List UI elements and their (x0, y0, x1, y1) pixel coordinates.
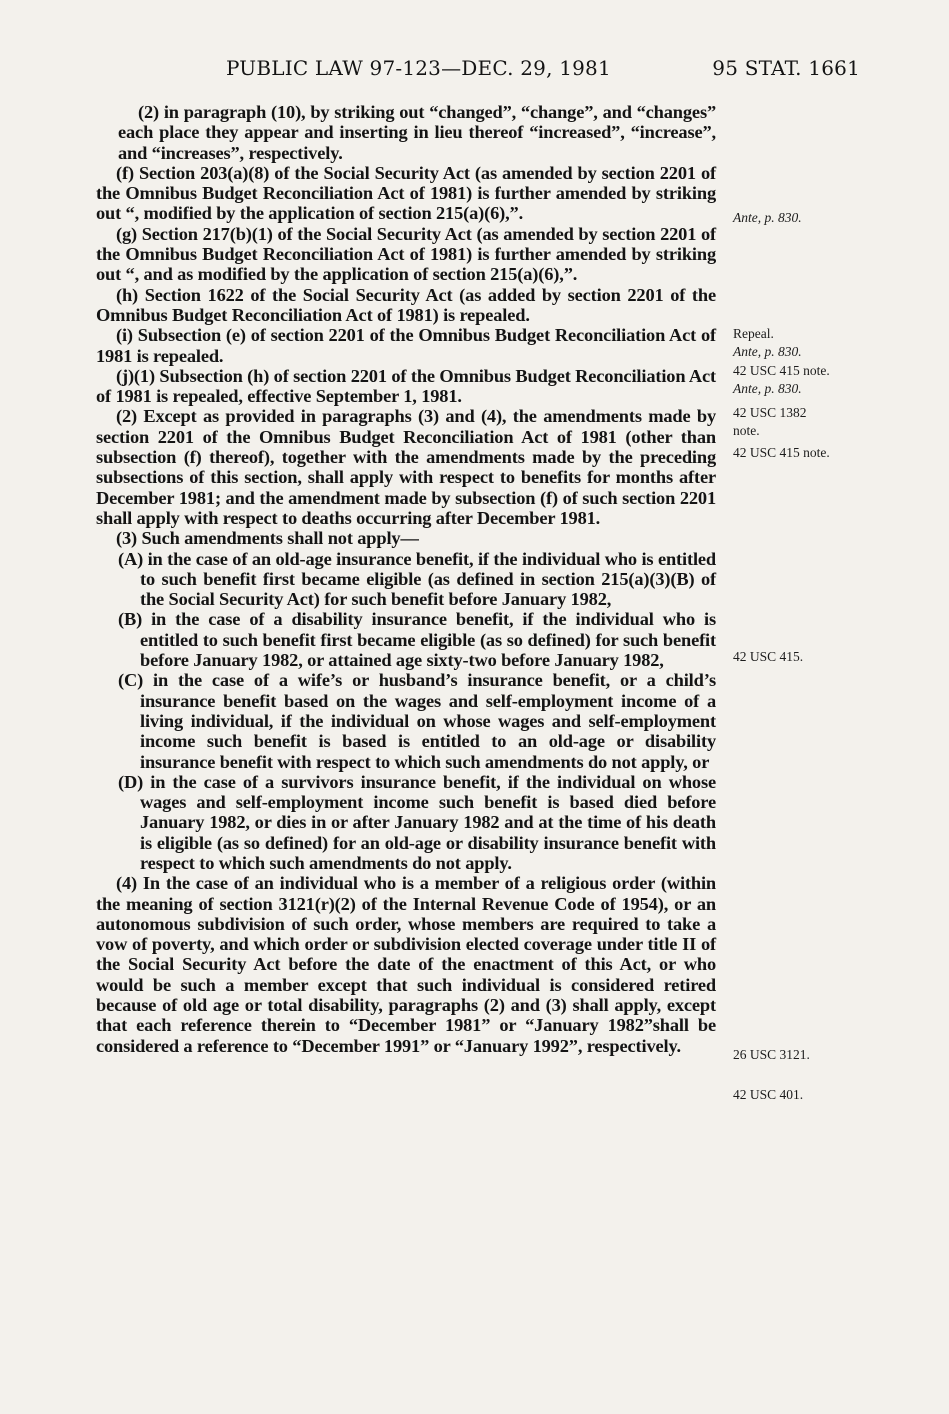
margin-note-usc: note. (733, 423, 760, 438)
margin-note-usc: 42 USC 415 note. (733, 363, 830, 378)
subsection-j4: (4) In the case of an individual who is a member of a religious order (within the meaning of section 3121(r)(2) of the Internal Revenue Code of 1954), or an autonomous subdivision of such order, whose members are required to take a vow of poverty, and which order or subdivision elected coverage under title II of the Social Security Act before the date of the enactment of this Act, or who would be such a member except that such individual is considered retired because of old age or total disability, paragraphs (2) and (3) shall apply, except that each reference therein to “December 1981” or “January 1982”shall be considered a reference to “December 1991” or “January 1992”, respectively. (96, 873, 716, 1056)
clause-b: (B) in the case of a disability insurance benefit, if the individual who is entitled to such benefit first became eligible (as so defined) for such benefit before January 1982, or attained age sixty-two before January 1982, (118, 609, 716, 671)
clause-a: (A) in the case of an old-age insurance benefit, if the individual who is entitled to such benefit first became eligible (as defined in section 215(a)(3)(B) of the Social Security Act) for such benefit before January 1982, (118, 548, 716, 610)
subsection-j1: (j)(1) Subsection (h) of section 2201 of the Omnibus Budget Reconciliation Act of 1981 is repealed, effective September 1, 1981. (96, 365, 716, 407)
subsection-j3: (3) Such amendments shall not apply— (116, 528, 419, 549)
running-header (226, 56, 860, 86)
margin-note-usc: 26 USC 3121. (733, 1047, 810, 1062)
margin-note-ante: Ante, p. 830. (733, 210, 802, 225)
subsection-g: (g) Section 217(b)(1) of the Social Security Act (as amended by section 2201 of the Omnibus Budget Reconciliation Act of 1981) is further amended by striking out “, and as modified by the application of section 215(a)(6),”. (96, 223, 716, 285)
margin-note-usc: 42 USC 415 note. (733, 445, 830, 460)
subsection-f: (f) Section 203(a)(8) of the Social Security Act (as amended by section 2201 of the Omnibus Budget Reconciliation Act of 1981) is further amended by striking out “, modified by the application of section 215(a)(6),”. (96, 162, 716, 224)
margin-note-ante: Ante, p. 830. (733, 381, 802, 396)
paragraph-e2: (2) in paragraph (10), by striking out “changed”, “change”, and “changes” each place they appear and inserting in lieu thereof “increased”, “increase”, and “increases”, respectively. (118, 102, 716, 163)
running-header-title: PUBLIC LAW 97-123—DEC. 29, 1981 (226, 56, 611, 80)
subsection-j2: (2) Except as provided in paragraphs (3) and (4), the amendments made by section 2201 of the Omnibus Budget Reconciliation Act of 1981 (other than subsection (f) thereof), together with the amendments made by the preceding subsections of this section, shall apply with respect to benefits for months after December 1981; and the amendment made by subsection (f) of such section 2201 shall apply with respect to deaths occurring after December 1981. (96, 406, 716, 528)
subsection-h: (h) Section 1622 of the Social Security Act (as added by section 2201 of the Omnibus Budget Reconciliation Act of 1981) is repealed. (96, 284, 716, 325)
margin-note-usc: 42 USC 1382 (733, 405, 807, 420)
clause-d: (D) in the case of a survivors insurance benefit, if the individual on whose wages and self-employment income such benefit is based died before January 1982, or dies in or after January 1982 and at the time of his death is eligible (as so defined) for an old-age or disability insurance benefit with respect to which such amendments do not apply. (118, 771, 716, 873)
margin-note-usc: 42 USC 401. (733, 1087, 804, 1102)
margin-note-ante: Ante, p. 830. (733, 344, 802, 359)
subsection-i: (i) Subsection (e) of section 2201 of the Omnibus Budget Reconciliation Act of 1981 is repealed. (96, 325, 716, 366)
statute-page-number: 95 STAT. 1661 (712, 56, 860, 80)
margin-note-usc: 42 USC 415. (733, 649, 804, 664)
statute-body (96, 102, 716, 1056)
clause-c: (C) in the case of a wife’s or husband’s insurance benefit, or a child’s insurance benefit based on the wages and self-employment income of a living individual, if the individual on whose wages and self-employment income such benefit is based is entitled to an old-age or disability insurance benefit with respect to which such amendments do not apply, or (118, 670, 716, 772)
margin-note-repeal: Repeal. (733, 326, 774, 341)
